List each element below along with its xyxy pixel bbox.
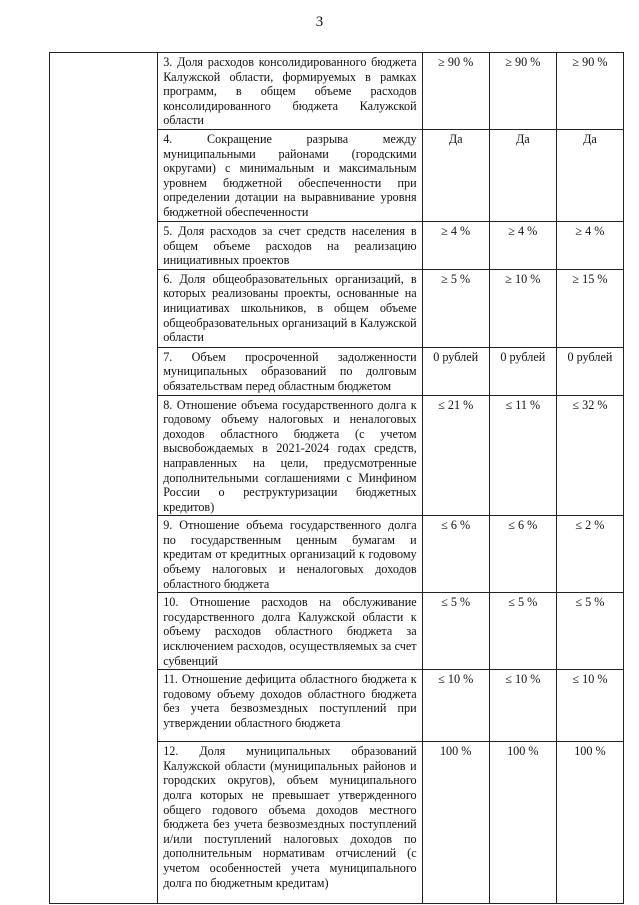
indicator-value: 0 рублей [422, 347, 489, 395]
indicator-value: ≥ 10 % [489, 269, 556, 347]
page-number: 3 [315, 14, 324, 30]
indicator-value: 0 рублей [489, 347, 556, 395]
indicator-text: 9. Отношение объема государственного долга по государственным ценным бумагам и кредитам от кредитных организаций к годовому объему налоговых и неналоговых доходов областного бюджета [158, 516, 422, 593]
indicator-value: Да [556, 129, 623, 221]
indicator-value: 0 рублей [556, 347, 623, 395]
indicator-text: 11. Отношение дефицита областного бюджета к годовому объему доходов областного бюджета без учета безвозмездных поступлений при утверждении областного бюджета [158, 670, 422, 742]
indicator-value: 100 % [489, 742, 556, 904]
indicator-value: ≤ 5 % [489, 593, 556, 670]
indicator-value: ≤ 6 % [489, 516, 556, 593]
indicator-value: Да [489, 129, 556, 221]
indicator-value: ≤ 10 % [422, 670, 489, 742]
indicator-value: ≤ 11 % [489, 395, 556, 516]
indicator-value: ≤ 10 % [489, 670, 556, 742]
indicator-value: ≤ 10 % [556, 670, 623, 742]
indicator-value: ≥ 5 % [422, 269, 489, 347]
indicator-value: ≥ 4 % [489, 221, 556, 269]
indicator-value: ≤ 6 % [422, 516, 489, 593]
indicator-value: 100 % [422, 742, 489, 904]
merged-empty-cell [50, 53, 158, 904]
indicator-value: ≥ 90 % [556, 53, 623, 130]
indicator-value: ≤ 32 % [556, 395, 623, 516]
indicator-value: ≥ 90 % [422, 53, 489, 130]
indicator-value: ≤ 5 % [422, 593, 489, 670]
indicator-value: ≤ 21 % [422, 395, 489, 516]
indicator-value: ≥ 4 % [422, 221, 489, 269]
indicator-text: 4. Сокращение разрыва между муниципальными районами (городскими округами) с минимальным и максимальным уровнем бюджетной обеспеченности при определении дотации на выравнивание уровня бюджетной обеспеченности [158, 129, 422, 221]
indicator-text: 8. Отношение объема государственного долга к годовому объему налоговых и неналоговых доходов областного бюджета (с учетом высвобождаемых в 2021-2024 годах средств, направленных на цели, предусмотренные дополнительными соглашениями с Минфином России о реструктуризации бюджетных кредитов) [158, 395, 422, 516]
indicator-value: ≤ 5 % [556, 593, 623, 670]
indicator-text: 6. Доля общеобразовательных организаций, в которых реализованы проекты, основанные на инициативах школьников, в общем объеме общеобразовательных организаций в Калужской области [158, 269, 422, 347]
indicator-value: ≥ 4 % [556, 221, 623, 269]
indicator-value: 100 % [556, 742, 623, 904]
indicator-text: 5. Доля расходов за счет средств населения в общем объеме расходов на реализацию инициативных проектов [158, 221, 422, 269]
indicator-text: 12. Доля муниципальных образований Калужской области (муниципальных районов и городских округов), объем муниципального долга которых не превышает утвержденного общего годового объема доходов местного бюджета без учета безвозмездных поступлений и/или поступлений налоговых доходов по дополнительным нормативам отчислений (с учетом особенностей учета муниципального долга по бюджетным кредитам) [158, 742, 422, 904]
indicator-value: ≥ 15 % [556, 269, 623, 347]
indicator-value: ≥ 90 % [489, 53, 556, 130]
indicators-table [49, 52, 624, 904]
table-row [50, 53, 624, 130]
indicator-text: 10. Отношение расходов на обслуживание государственного долга Калужской области к объему расходов областного бюджета за исключением расходов, осуществляемых за счет субвенций [158, 593, 422, 670]
indicator-value: Да [422, 129, 489, 221]
indicator-text: 3. Доля расходов консолидированного бюджета Калужской области, формируемых в рамках программ, в общем объеме расходов консолидированного бюджета Калужской области [158, 53, 422, 130]
indicator-value: ≤ 2 % [556, 516, 623, 593]
indicator-text: 7. Объем просроченной задолженности муниципальных образований по долговым обязательствам перед областным бюджетом [158, 347, 422, 395]
